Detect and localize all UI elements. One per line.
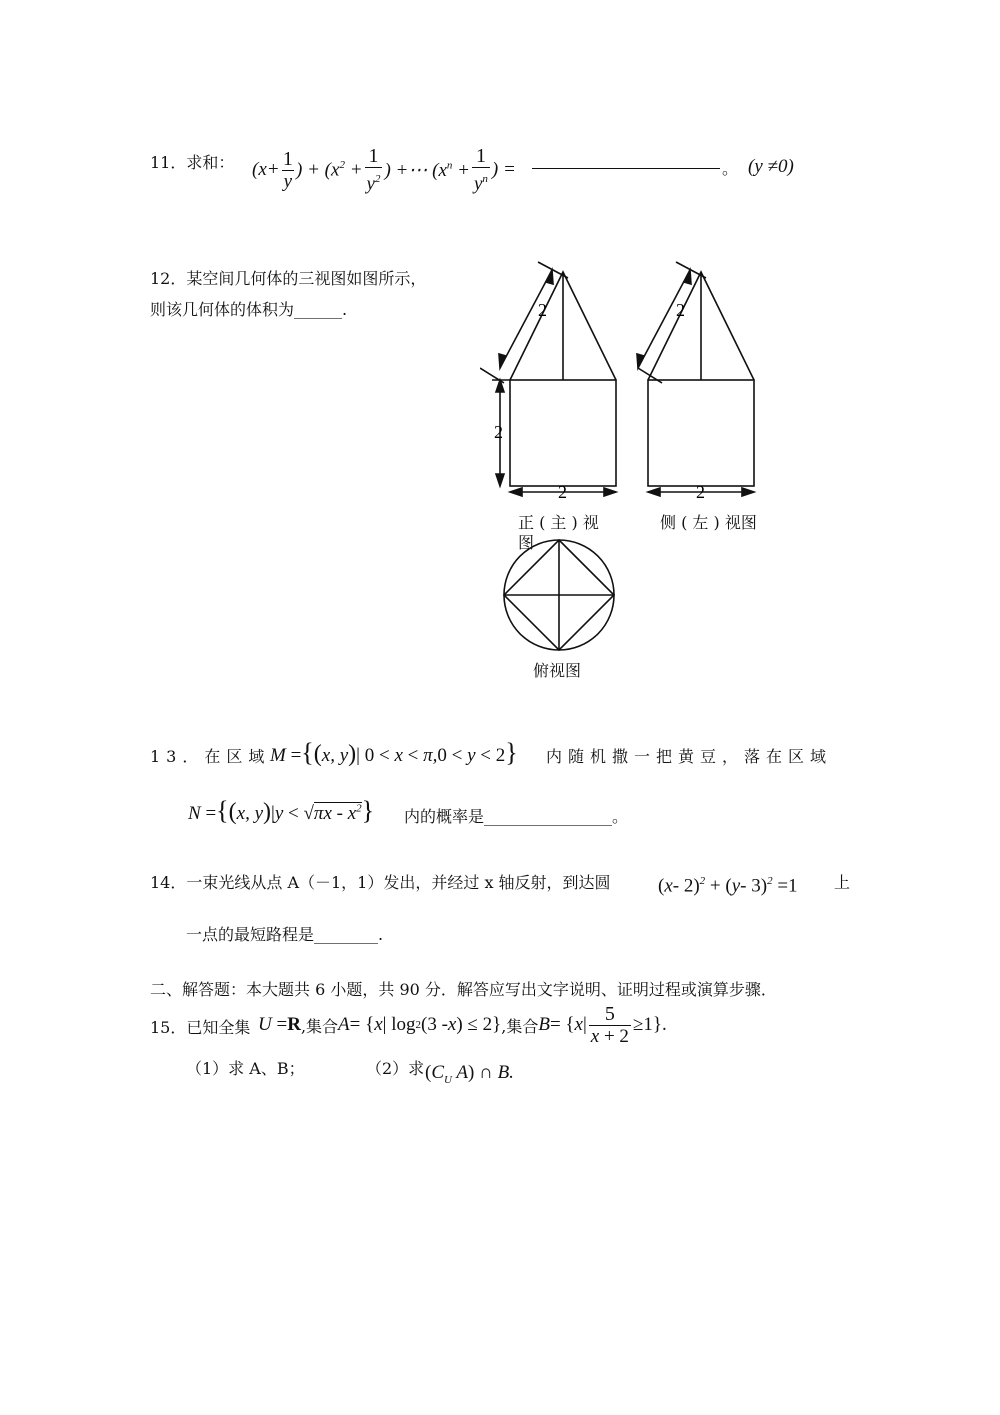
q13-tail: 内的概率是________________。 bbox=[404, 807, 629, 826]
q11-period: 。 bbox=[722, 159, 739, 178]
dim-width-side: 2 bbox=[696, 482, 705, 502]
q11-number: 11．求和： bbox=[150, 153, 235, 172]
q15-set-a-label: ,集合 bbox=[300, 1016, 339, 1036]
side-view bbox=[637, 262, 754, 496]
q14-shang: 上 bbox=[834, 873, 851, 892]
q14-line2: 一点的最短路程是________. bbox=[186, 925, 384, 944]
q14-line1: 14．一束光线从点 A（－1，1）发出，并经过 x 轴反射，到达圆 bbox=[150, 873, 611, 892]
q13-mid-text: 内随机撒一把黄豆，落在区域 bbox=[546, 747, 833, 766]
q15-part1: （1）求 A、B； bbox=[186, 1059, 305, 1078]
dim-slant-side: 2 bbox=[676, 300, 685, 320]
q15-sets: U = R ,集合 A = { x | log 2 (3 - x ) ≤ 2} ,集合 B = { x | $\frac{5}{x + 2}$ ≥1}. bbox=[258, 1002, 667, 1047]
q15-part2-expr: ($C_U$ A) ∩ B. bbox=[425, 1062, 514, 1086]
q13-set-n: N ={(x, $y)|y < √\pi x - x^2$} bbox=[188, 796, 375, 825]
three-view-figure bbox=[480, 250, 780, 690]
label-top-view: 俯视图 bbox=[533, 661, 582, 680]
q12-line2: 则该几何体的体积为______. bbox=[150, 300, 348, 319]
front-view bbox=[480, 262, 616, 496]
q13-set-m: M ={(x, y)| 0 < x < π,0 < y < 2} bbox=[270, 738, 518, 767]
q11-formula: (x+ $\frac{1}{y}$ ) + ($x^2$ + $\frac{1}{y^2}$ ) +⋯ ($x^n$ + $\frac{1}{y^n}$ ) = bbox=[252, 144, 516, 195]
q15-number: 15．已知全集 bbox=[150, 1018, 251, 1037]
q15-part2: （2）求 bbox=[366, 1059, 425, 1078]
dim-height: 2 bbox=[494, 422, 503, 442]
label-front-view-2: 图 bbox=[518, 533, 535, 552]
q11-answer-blank[interactable] bbox=[532, 168, 720, 169]
dim-width-front: 2 bbox=[558, 482, 567, 502]
q15-set-b-label: ,集合 bbox=[501, 1016, 539, 1036]
section2-heading: 二、解答题：本大题共 6 小题，共 90 分．解答应写出文字说明、证明过程或演算步骤． bbox=[150, 980, 777, 999]
q14-circle-equation: (x- 2)$^2$ + (y- 3)$^2$ =1 bbox=[658, 875, 798, 897]
q13-number: 13．在区域 bbox=[150, 747, 271, 766]
label-front-view: 正 ( 主 ) 视 bbox=[518, 513, 599, 532]
q11-condition: (y ≠0) bbox=[748, 156, 794, 177]
label-side-view: 侧 ( 左 ) 视图 bbox=[660, 513, 757, 532]
dim-slant-front: 2 bbox=[538, 300, 547, 320]
top-view bbox=[504, 540, 614, 650]
q12-line1: 12．某空间几何体的三视图如图所示， bbox=[150, 269, 427, 288]
